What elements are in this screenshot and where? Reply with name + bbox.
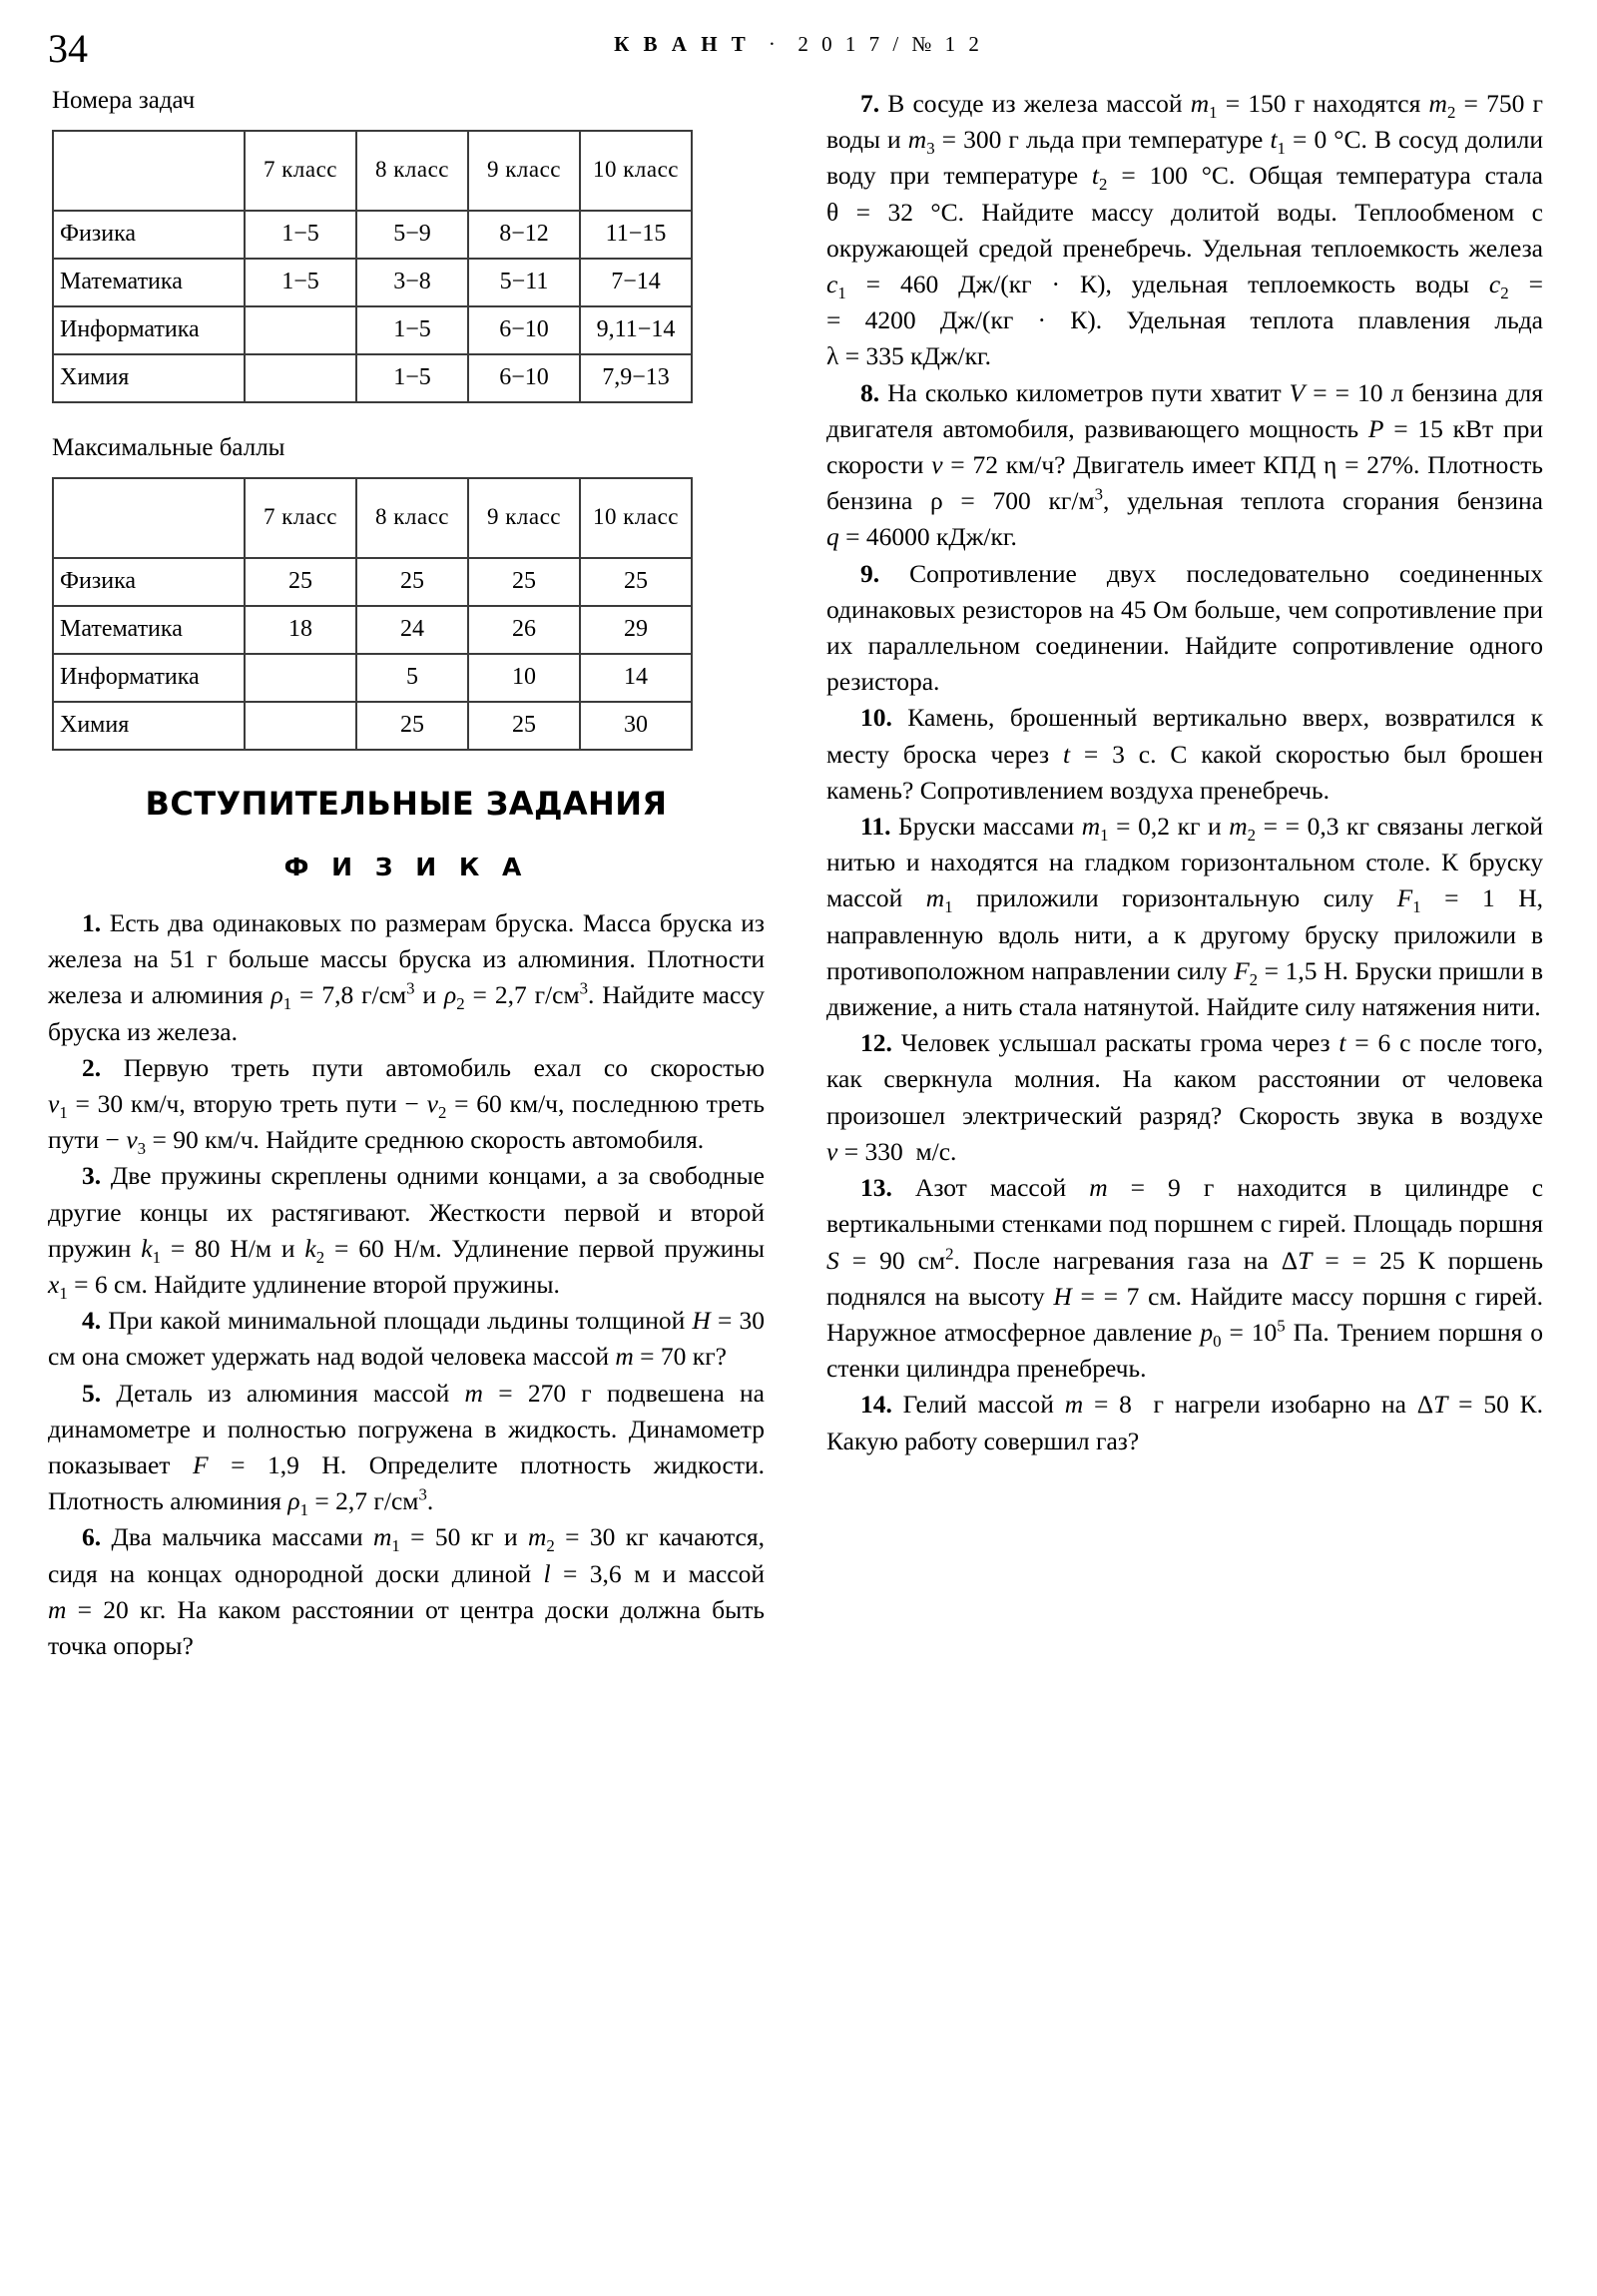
header-separator: · [768,32,780,56]
cell-informatics-grade10: 9,11−14 [580,306,692,354]
journal-name: К В А Н Т [614,32,751,56]
problem-number: 14. [860,1390,892,1420]
cell-chemistry-grade7 [245,354,356,402]
cell-math-grade7: 1−5 [245,259,356,306]
score-chemistry-grade7 [245,702,356,750]
problem-number: 2. [82,1052,102,1082]
score-informatics-grade8: 5 [356,654,468,702]
subject-title: Ф И З И К А [283,853,529,881]
row-label-chemistry: Химия [53,354,245,402]
issue-label: 2 0 1 7 / № 1 2 [798,32,983,56]
cell-physics-grade7: 1−5 [245,211,356,259]
problem-number: 10. [860,703,892,733]
score-math-grade8: 24 [356,606,468,654]
table-row [53,259,692,306]
row-label-physics: Физика [53,558,245,606]
problem-7: 7. В сосуде из железа массой $m_1 = 150$ г находятся $m_2 = 750$ г воды и $m_3 = 300$ г льда при температуре $t_1 = 0$ °C. В сосуд долили воду при температуре $t_2 = 100$ °C. Общая температура стала θ = 32 °C. Найдите массу долитой воды. Теплообменом с окружающей средой пренебречь. Удельная теплоемкость железа $c_1 = 460$ Дж/(кг · К), удельная теплоемкость воды $c_2$ = = 4200 Дж/(кг · К). Удельная теплота плавления льда λ = 335 кДж/кг. [826,89,1544,371]
table-row [53,606,692,654]
column-header-grade9: 9 класс [468,131,580,211]
table-header-row [53,478,692,558]
left-column [48,86,765,2272]
problem-9: 9. Сопротивление двух последовательно соединенных одинаковых резисторов на 45 Ом больше, чем сопротивление при их параллельном соединении. Найдите сопротивление одного резистора. [826,558,1543,697]
score-physics-grade8: 25 [356,558,468,606]
table-row [53,354,692,402]
cell-physics-grade10: 11−15 [580,211,692,259]
cell-math-grade9: 5−11 [468,259,580,306]
problem-4: 4. При какой минимальной площади льдины толщиной H = 30 см она сможет удержать над водой человека массой m = 70 кг? [48,1306,765,1372]
problem-14: 14. Гелий массой m = 8 г нагрели изобарно на ΔT = 50 К. Какую работу совершил газ? [826,1390,1544,1455]
cell-chemistry-grade10: 7,9−13 [580,354,692,402]
journal-title-line [48,32,1549,57]
table-header-row [53,131,692,211]
problem-10: 10. Камень, брошенный вертикально вверх, возвратился к месту броска через t = 3 с. С какой скоростью был брошен камень? Сопротивлением воздуха пренебречь. [826,703,1544,805]
row-label-math: Математика [53,606,245,654]
column-header-grade7: 7 класс [245,131,356,211]
problem-number: 1. [82,908,102,937]
cell-math-grade10: 7−14 [580,259,692,306]
cell-physics-grade8: 5−9 [356,211,468,259]
problem-number: 11. [860,812,891,842]
page-number: 34 [48,26,88,71]
problem-number: 12. [860,1028,892,1058]
section-title: ВСТУПИТЕЛЬНЫЕ ЗАДАНИЯ [145,785,668,823]
problem-1: 1. Есть два одинаковых по размерам бруска. Масса бруска из железа на 51 г больше массы бруска из алюминия. Плотности железа и алюминия $\rho_1 = 7,8$ $г/см^3$ и $\rho_2 = 2,7$ $г/см^3$. Найдите массу бруска из железа. [48,908,766,1046]
problem-number: 5. [82,1378,102,1408]
cell-informatics-grade9: 6−10 [468,306,580,354]
column-header-grade8: 8 класс [356,478,468,558]
scores-table-caption: Максимальные баллы [52,434,285,461]
problem-number: 4. [82,1306,102,1336]
row-label-informatics: Информатика [53,306,245,354]
problem-6: 6. Два мальчика массами $m_1 = 50$ кг и $m_2 = 30$ кг качаются, сидя на концах однородной доски длиной l = 3,6 м и массой m = 20 кг. На каком расстоянии от центра доски должна быть точка опоры? [48,1522,765,1661]
problems-numbers-table [52,130,693,403]
problems-table-caption: Номера задач [52,87,196,114]
problem-12: 12. Человек услышал раскаты грома через t = 6 с после того, как сверкнула молния. На каком расстоянии от человека произошел электрический разряд? Скорость звука в воздухе v = 330 м/с. [826,1028,1544,1166]
problem-5: 5. Деталь из алюминия массой m = 270 г подвешена на динамометре и полностью погружена в жидкость. Динамометр показывает F = 1,9 Н. Определите плотность жидкости. Плотность алюминия $\rho_1 = 2,7$ $г/см^3$. [48,1378,765,1520]
row-label-physics: Физика [53,211,245,259]
table-row [53,654,692,702]
column-header-grade10: 10 класс [580,131,692,211]
table-corner-cell [53,131,245,211]
table-row [53,306,692,354]
score-chemistry-grade8: 25 [356,702,468,750]
problem-number: 13. [860,1173,892,1203]
problem-13: 13. Азот массой m = 9 г находится в цилиндре с вертикальными стенками под поршнем с гирей. Площадь поршня S = 90 $см^2$. После нагревания газа на ΔT = = 25 К поршень поднялся на высоту H = = 7 см. Найдите массу поршня с гирей. Наружное атмосферное давление $p_0 = 10^5$ Па. Трением поршня о стенки цилиндра пренебречь. [826,1173,1544,1384]
cell-math-grade8: 3−8 [356,259,468,306]
problem-3: 3. Две пружины скреплены одними концами, а за свободные другие концы их растягивают. Жесткости первой и второй пружин $k_1 = 80$ Н/м и $k_2 = 60$ Н/м. Удлинение первой пружины $x_1 = 6$ см. Найдите удлинение второй пружины. [48,1161,766,1304]
score-informatics-grade7 [245,654,356,702]
column-header-grade10: 10 класс [580,478,692,558]
score-physics-grade10: 25 [580,558,692,606]
cell-chemistry-grade8: 1−5 [356,354,468,402]
score-math-grade9: 26 [468,606,580,654]
table-row [53,702,692,750]
running-head [48,26,1549,72]
two-column-body [48,86,1549,2272]
score-physics-grade9: 25 [468,558,580,606]
right-column [826,86,1543,2272]
column-header-grade7: 7 класс [245,478,356,558]
row-label-math: Математика [53,259,245,306]
row-label-informatics: Информатика [53,654,245,702]
max-scores-table [52,477,693,751]
table-row [53,558,692,606]
problem-number: 8. [860,377,880,407]
score-physics-grade7: 25 [245,558,356,606]
score-chemistry-grade9: 25 [468,702,580,750]
cell-physics-grade9: 8−12 [468,211,580,259]
row-label-chemistry: Химия [53,702,245,750]
problem-11: 11. Бруски массами $m_1 = 0,2$ кг и $m_2$ = = 0,3 кг связаны легкой нитью и находятся на гладком горизонтальном столе. К бруску массой $m_1$ приложили горизонтальную силу $F_1 = 1$ Н, направленную вдоль нити, а к другому бруску приложили в противоположном направлении силу $F_2 = 1,5$ Н. Бруски пришли в движение, а нить стала натянутой. Найдите силу натяжения нити. [826,812,1544,1022]
table-corner-cell [53,478,245,558]
score-chemistry-grade10: 30 [580,702,692,750]
problem-8: 8. На сколько километров пути хватит V = = 10 л бензина для двигателя автомобиля, развивающего мощность P = 15 кВт при скорости v = 72 км/ч? Двигатель имеет КПД η = 27%. Плотность бензина ρ = 700 $кг/м^3$, удельная теплота сгорания бензина q = 46000 кДж/кг. [826,377,1543,552]
cell-informatics-grade8: 1−5 [356,306,468,354]
score-math-grade7: 18 [245,606,356,654]
score-informatics-grade9: 10 [468,654,580,702]
column-header-grade8: 8 класс [356,131,468,211]
table-row [53,211,692,259]
cell-informatics-grade7 [245,306,356,354]
problem-number: 3. [82,1161,102,1191]
cell-chemistry-grade9: 6−10 [468,354,580,402]
score-informatics-grade10: 14 [580,654,692,702]
problem-number: 7. [860,89,880,118]
problem-number: 9. [860,558,880,588]
column-header-grade9: 9 класс [468,478,580,558]
problem-2: 2. Первую треть пути автомобиль ехал со скоростью $v_1 = 30$ км/ч, вторую треть пути − $v_2 = 60$ км/ч, последнюю треть пути − $v_3 = 90$ км/ч. Найдите среднюю скорость автомобиля. [48,1052,765,1159]
score-math-grade10: 29 [580,606,692,654]
problem-number: 6. [82,1522,102,1552]
